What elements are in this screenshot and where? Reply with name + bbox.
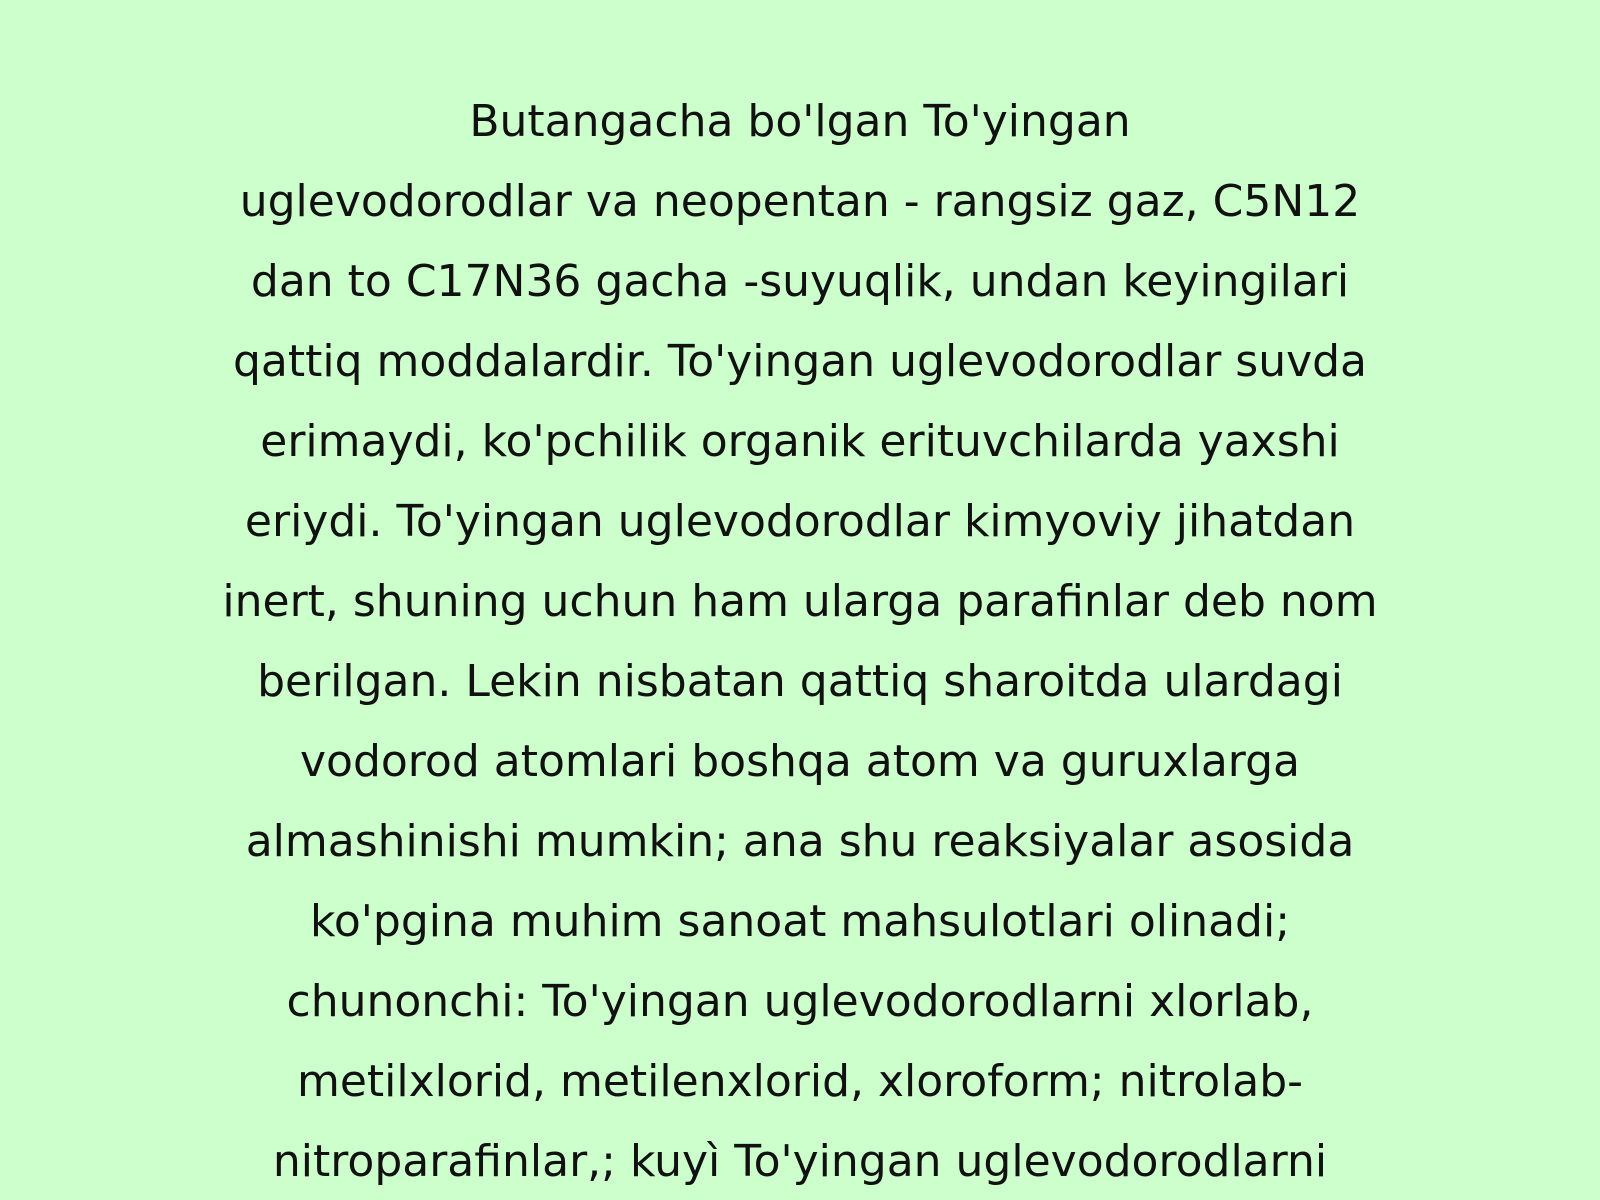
text-line: uglevodorodlar va neopentan - rangsiz gaz, C5N12 <box>239 176 1361 227</box>
text-line: inert, shuning uchun ham ularga parafinlar deb nom <box>222 576 1378 627</box>
text-line: berilgan. Lekin nisbatan qattiq sharoitda ulardagi <box>257 656 1343 707</box>
text-line: nitroparafinlar,; kuyì To'yingan uglevodorodlarni <box>272 1136 1328 1187</box>
text-line: erimaydi, ko'pchilik organik erituvchilarda yaxshi <box>260 416 1340 467</box>
text-line: qattiq moddalardir. To'yingan uglevodorodlar suvda <box>232 336 1368 387</box>
text-line: dan to C17N36 gacha -suyuqlik, undan keyingilari <box>250 256 1350 307</box>
text-line: metilxlorid, metilenxlorid, xloroform; nitrolab- <box>296 1056 1304 1107</box>
body-text <box>200 82 1400 1200</box>
text-line: almashinishi mumkin; ana shu reaksiyalar asosida <box>245 816 1355 867</box>
text-line: eriydi. To'yingan uglevodorodlar kimyoviy jihatdan <box>244 496 1356 547</box>
text-line: Butangacha bo'lgan To'yingan <box>469 96 1131 147</box>
text-line: chunonchi: To'yingan uglevodorodlarni xlorlab, <box>286 976 1314 1027</box>
text-line: ko'pgina muhim sanoat mahsulotlari olinadi; <box>309 896 1291 947</box>
text-line: vodorod atomlari boshqa atom va guruxlarga <box>300 736 1300 787</box>
